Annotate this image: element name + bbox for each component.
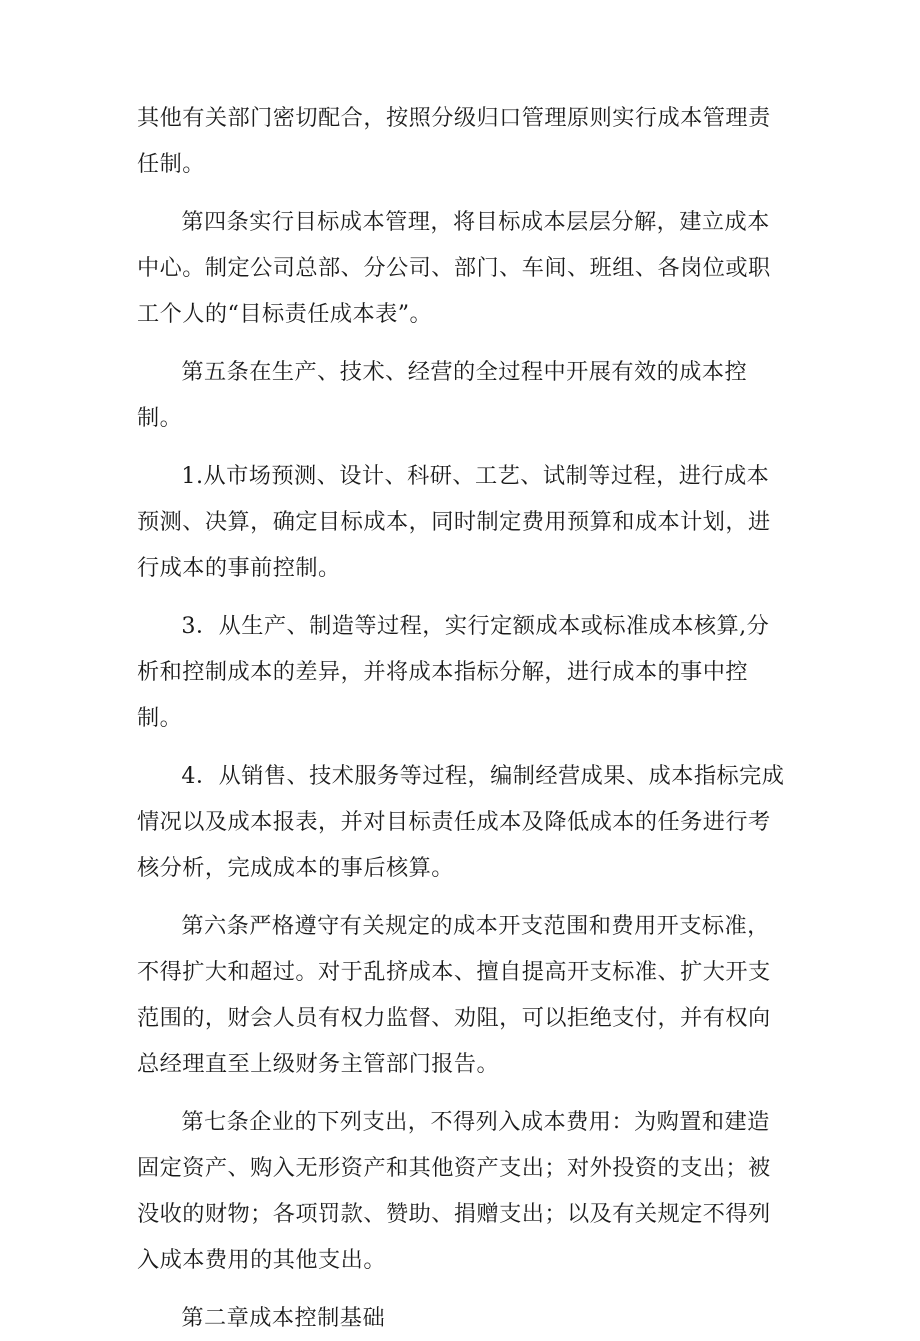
- paragraph-article-7: 第七条企业的下列支出，不得列入成本费用：为购置和建造固定资产、购入无形资产和其他资产支出；对外投资的支出；被没收的财物；各项罚款、赞助、捐赠支出；以及有关规定不得列入成本费用的其他支出。: [137, 1109, 771, 1273]
- chapter-heading: 第二章成本控制基础: [181, 1305, 386, 1331]
- paragraph-article-5: 第五条在生产、技术、经营的全过程中开展有效的成本控制。: [137, 359, 748, 431]
- paragraph-item-4: 4．从销售、技术服务等过程，编制经营成果、成本指标完成情况以及成本报表，并对目标责任成本及降低成本的任务进行考核分析，完成成本的事后核算。: [137, 763, 785, 881]
- paragraph-article-6: 第六条严格遵守有关规定的成本开支范围和费用开支标准，不得扩大和超过。对于乱挤成本、擅自提高开支标准、扩大开支范围的，财会人员有权力监督、劝阻，可以拒绝支付，并有权向总经理直至上级财务主管部门报告。: [137, 913, 771, 1077]
- paragraph-item-3: 3．从生产、制造等过程，实行定额成本或标准成本核算,分析和控制成本的差异，并将成本指标分解，进行成本的事中控制。: [137, 613, 770, 731]
- document-body: [137, 95, 789, 1341]
- paragraph-continuation: 其他有关部门密切配合，按照分级归口管理原则实行成本管理责任制。: [137, 105, 771, 177]
- paragraph-article-4: 第四条实行目标成本管理，将目标成本层层分解，建立成本中心。制定公司总部、分公司、部门、车间、班组、各岗位或职工个人的“目标责任成本表”。: [137, 209, 771, 327]
- paragraph-item-1: 1.从市场预测、设计、科研、工艺、试制等过程，进行成本预测、决算，确定目标成本，同时制定费用预算和成本计划，进行成本的事前控制。: [137, 463, 771, 581]
